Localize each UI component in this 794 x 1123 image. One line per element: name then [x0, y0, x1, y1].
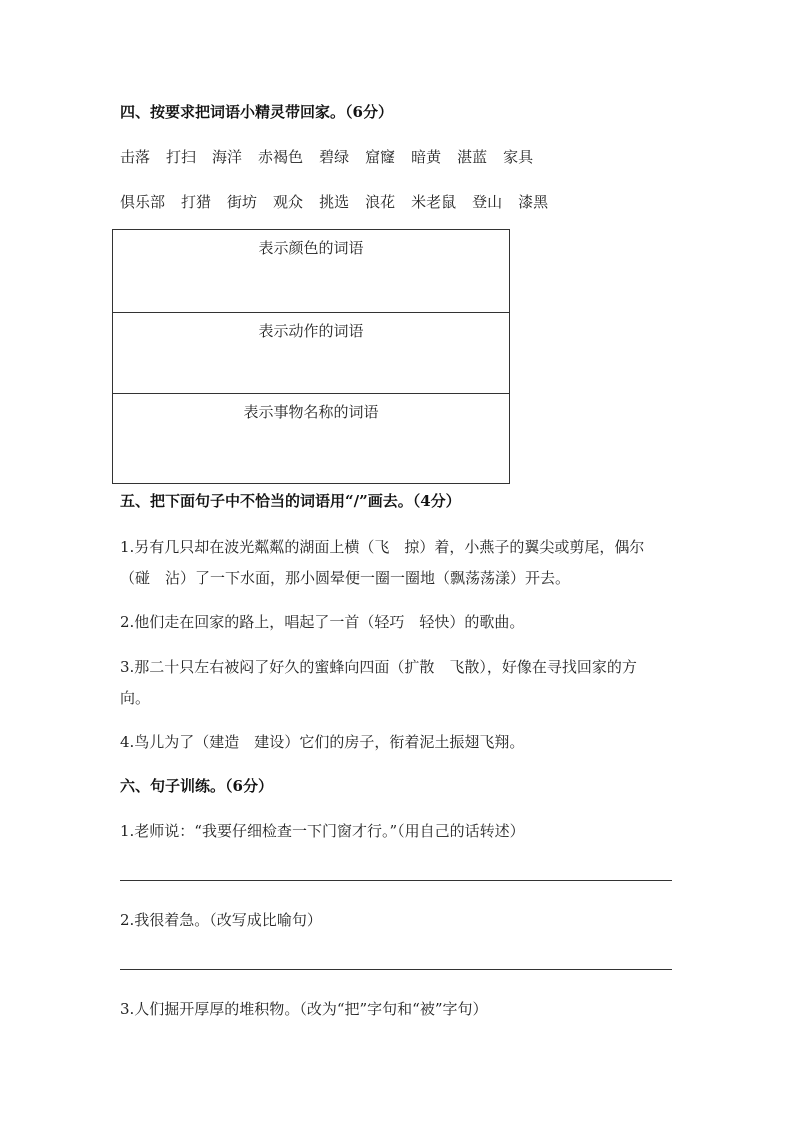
answer-box-things[interactable]	[112, 393, 510, 484]
word-bank-row-1	[120, 146, 549, 167]
box-label-things: 表示事物名称的词语	[243, 403, 379, 421]
answer-box-colors[interactable]	[112, 229, 510, 313]
section-4-title: 四、按要求把词语小精灵带回家。（6分）	[120, 103, 393, 121]
section-5-title: 五、把下面句子中不恰当的词语用“/”画去。（4分）	[120, 492, 461, 510]
word-item: 观众	[273, 193, 304, 211]
q5-4: 4.鸟儿为了（建造 建设）它们的房子，衔着泥土振翅飞翔。	[120, 733, 525, 751]
word-item: 登山	[472, 193, 503, 211]
box-label-colors: 表示颜色的词语	[258, 239, 364, 257]
word-item: 击落	[120, 148, 151, 166]
answer-line-2[interactable]	[120, 969, 672, 970]
q5-2: 2.他们走在回家的路上，唱起了一首（轻巧 轻快）的歌曲。	[120, 613, 525, 631]
q5-3-line-1: 3.那二十只左右被闷了好久的蜜蜂向四面（扩散 飞散），好像在寻找回家的方	[120, 658, 637, 676]
word-item: 海洋	[212, 148, 243, 166]
word-item: 街坊	[227, 193, 258, 211]
word-item: 打猎	[181, 193, 212, 211]
section-6-title: 六、句子训练。（6分）	[120, 777, 273, 795]
word-item: 俱乐部	[120, 193, 166, 211]
answer-box-actions[interactable]	[112, 312, 510, 394]
q6-1: 1.老师说：“我要仔细检查一下门窗才行。”（用自己的话转述）	[120, 822, 525, 840]
word-item: 浪花	[365, 193, 396, 211]
q6-3: 3.人们掘开厚厚的堆积物。（改为“把”字句和“被”字句）	[120, 1000, 488, 1018]
q5-1-line-1: 1.另有几只却在波光粼粼的湖面上横（飞 掠）着，小燕子的翼尖或剪尾，偶尔	[120, 538, 645, 556]
word-item: 湛蓝	[457, 148, 488, 166]
q5-1-line-2: （碰 沾）了一下水面，那小圆晕便一圈一圈地（飘荡荡漾）开去。	[120, 569, 571, 587]
word-bank-row-2	[120, 191, 564, 212]
word-item: 漆黑	[518, 193, 549, 211]
word-item: 家具	[503, 148, 534, 166]
answer-line-1[interactable]	[120, 880, 672, 881]
word-item: 赤褐色	[258, 148, 304, 166]
word-item: 碧绿	[319, 148, 350, 166]
word-item: 打扫	[166, 148, 197, 166]
word-item: 暗黄	[411, 148, 442, 166]
word-item: 挑选	[319, 193, 350, 211]
q6-2: 2.我很着急。（改写成比喻句）	[120, 911, 322, 929]
box-label-actions: 表示动作的词语	[258, 322, 364, 340]
word-item: 窟窿	[365, 148, 396, 166]
q5-3-line-2: 向。	[120, 689, 151, 707]
word-item: 米老鼠	[411, 193, 457, 211]
